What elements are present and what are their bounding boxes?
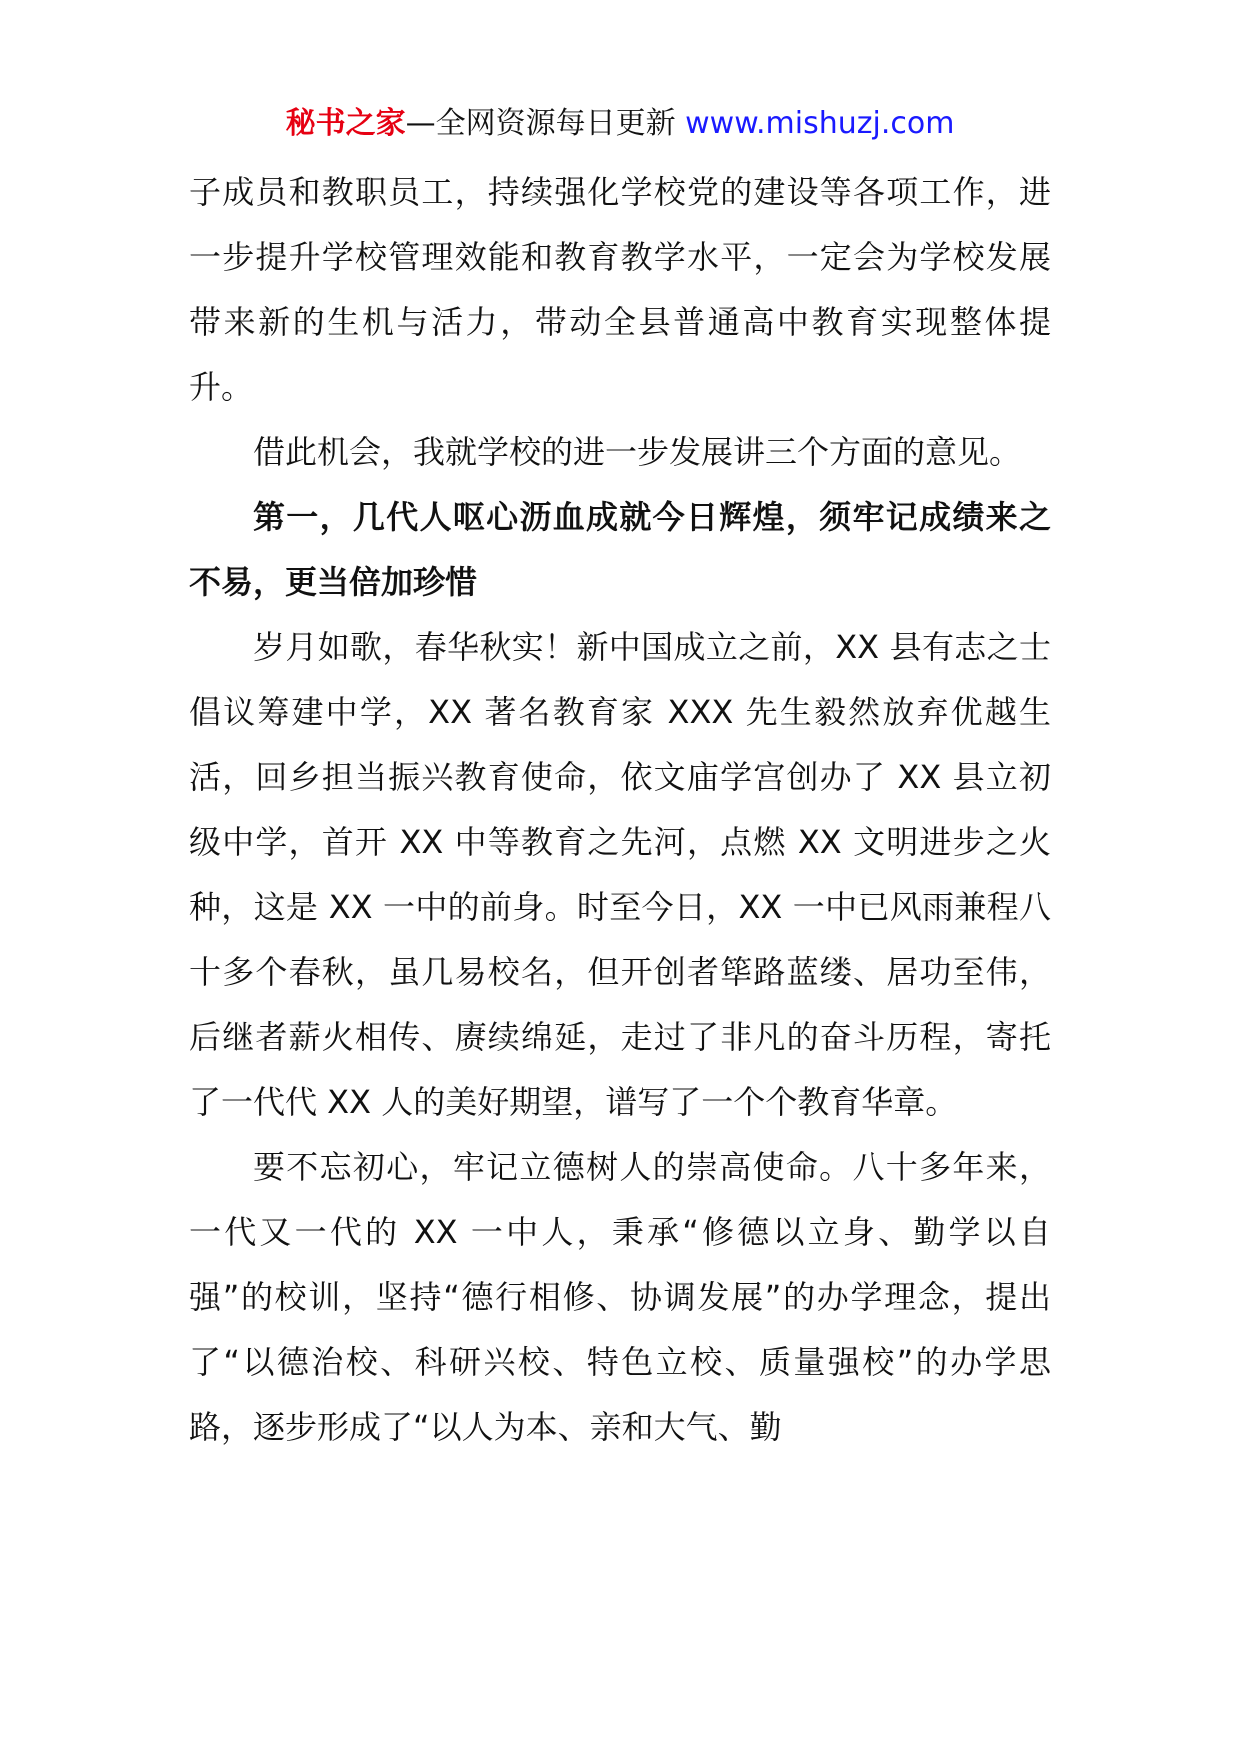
page-header bbox=[0, 104, 1240, 144]
paragraph-continued: 子成员和教职员工，持续强化学校党的建设等各项工作，进一步提升学校管理效能和教育教学水平，一定会为学校发展带来新的生机与活力，带动全县普通高中教育实现整体提升。 bbox=[189, 173, 1051, 406]
paragraph: 借此机会，我就学校的进一步发展讲三个方面的意见。 bbox=[253, 433, 1022, 471]
site-url-link[interactable]: www.mishuzj.com bbox=[685, 106, 955, 141]
paragraph: 岁月如歌，春华秋实！新中国成立之前，XX 县有志之士倡议筹建中学，XX 著名教育家 XXX 先生毅然放弃优越生活，回乡担当振兴教育使命，依文庙学宫创办了 XX 县立初级中学，首开 XX 中等教育之先河，点燃 XX 文明进步之火种，这是 XX 一中的前身。时至今日，XX 一中已风雨兼程八十多个春秋，虽几易校名，但开创者筚路蓝缕、居功至伟，后继者薪火相传、赓续绵延，走过了非凡的奋斗历程，寄托了一代代 XX 人的美好期望，谱写了一个个教育华章。 bbox=[189, 628, 1051, 1121]
site-brand: 秘书之家 bbox=[285, 106, 406, 141]
document-body bbox=[189, 160, 1051, 1460]
section-heading: 第一，几代人呕心沥血成就今日辉煌，须牢记成绩来之不易，更当倍加珍惜 bbox=[189, 498, 1051, 601]
paragraph: 要不忘初心，牢记立德树人的崇高使命。八十多年来，一代又一代的 XX 一中人，秉承“修德以立身、勤学以自强”的校训，坚持“德行相修、协调发展”的办学理念，提出了“以德治校、科研兴校、特色立校、质量强校”的办学思路，逐步形成了“以人为本、亲和大气、勤 bbox=[189, 1148, 1051, 1446]
site-tagline: —全网资源每日更新 bbox=[405, 106, 686, 141]
